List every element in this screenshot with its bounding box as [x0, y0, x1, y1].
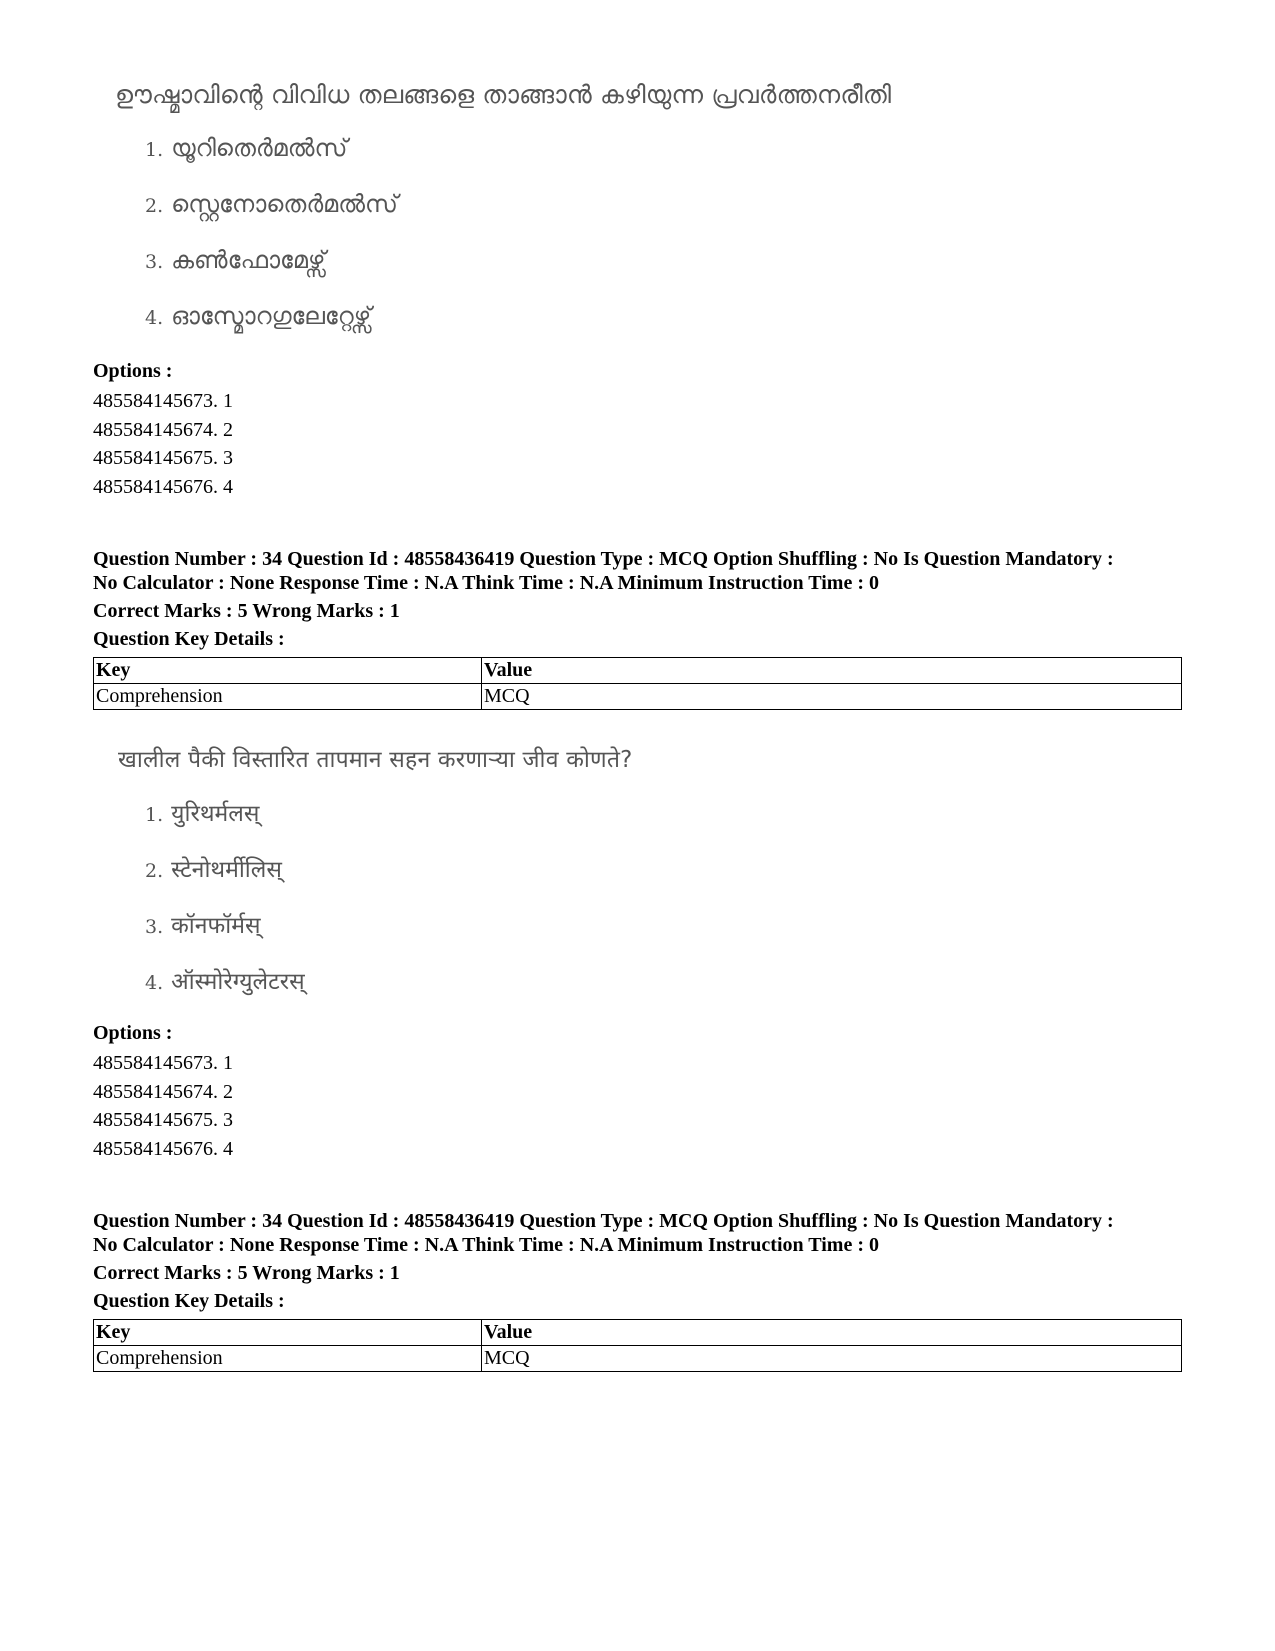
option-row: 485584145675. 3 [93, 1109, 233, 1131]
key-table [93, 657, 1182, 710]
option-number: 1. [145, 804, 164, 826]
option-row: 485584145676. 4 [93, 1137, 233, 1160]
options-label: Options : [93, 360, 173, 382]
question-option [145, 134, 347, 162]
question-marks: Correct Marks : 5 Wrong Marks : 1 [93, 1262, 400, 1284]
option-number: 3. [145, 251, 164, 273]
options-section [93, 1021, 1182, 1163]
question-marks: Correct Marks : 5 Wrong Marks : 1 [93, 600, 400, 622]
value-cell: MCQ [482, 1346, 1182, 1372]
option-row: 485584145676. 4 [93, 475, 233, 498]
question-option [145, 852, 282, 884]
option-text: കൺഫോമേഴ്സ് [171, 246, 326, 274]
option-number: 4. [145, 307, 164, 329]
question-option [145, 964, 305, 996]
option-row: 485584145674. 2 [93, 418, 233, 441]
question-meta-line2: No Calculator : None Response Time : N.A Think Time : N.A Minimum Instruction Time : 0 [93, 1234, 879, 1256]
question-option [145, 908, 261, 940]
key-cell: Comprehension [94, 1346, 482, 1372]
option-number: 2. [145, 195, 164, 217]
option-text: ऑस्मोरेग्युलेटरस् [171, 969, 305, 995]
table-row [94, 684, 1182, 710]
question-option [145, 796, 259, 828]
option-text: युरिथर्मलस् [171, 801, 260, 827]
key-table [93, 1319, 1182, 1372]
table-row [94, 1346, 1182, 1372]
options-label: Options : [93, 1022, 173, 1044]
option-text: സ്റ്റെനോതെർമൽസ് [171, 190, 398, 218]
value-cell: MCQ [482, 684, 1182, 710]
option-number: 2. [145, 860, 164, 882]
key-header: Key [94, 1320, 482, 1346]
key-header: Key [94, 658, 482, 684]
key-details-label: Question Key Details : [93, 628, 285, 650]
option-text: യൂറിതെർമൽസ് [171, 134, 348, 162]
key-details-label: Question Key Details : [93, 1290, 285, 1312]
option-number: 1. [145, 139, 164, 161]
question-meta [93, 547, 1182, 651]
key-table-header [94, 658, 1182, 684]
option-row: 485584145673. 1 [93, 390, 233, 412]
value-header: Value [482, 658, 1182, 684]
question-option [145, 302, 371, 330]
question-stem: खालील पैकी विस्तारित तापमान सहन करणाऱ्या जीव कोणते? [118, 747, 633, 773]
option-number: 3. [145, 916, 164, 938]
key-cell: Comprehension [94, 684, 482, 710]
question-option [145, 190, 398, 218]
key-table-header [94, 1320, 1182, 1346]
question-stem: ഊഷ്മാവിന്റെ വിവിധ തലങ്ങളെ താങ്ങാൻ കഴിയുന്ന പ്രവർത്തനരീതി [115, 80, 892, 109]
option-text: कॉनफॉर्मस् [171, 913, 261, 939]
option-row: 485584145674. 2 [93, 1080, 233, 1103]
question-meta-line1: Question Number : 34 Question Id : 48558436419 Question Type : MCQ Option Shuffling : No Is Question Mandatory : [93, 1210, 1114, 1232]
question-meta-line2: No Calculator : None Response Time : N.A Think Time : N.A Minimum Instruction Time : 0 [93, 572, 879, 594]
option-row: 485584145673. 1 [93, 1052, 233, 1074]
option-row: 485584145675. 3 [93, 447, 233, 469]
option-text: स्टेनोथर्मीलिस् [171, 857, 282, 883]
question-meta-line1: Question Number : 34 Question Id : 48558436419 Question Type : MCQ Option Shuffling : No Is Question Mandatory : [93, 548, 1114, 570]
question-option [145, 246, 326, 274]
question-meta [93, 1209, 1182, 1313]
option-text: ഓസ്മോറഗുലേറ്റേഴ്സ് [171, 302, 372, 330]
options-section [93, 359, 1182, 501]
value-header: Value [482, 1320, 1182, 1346]
option-number: 4. [145, 972, 164, 994]
